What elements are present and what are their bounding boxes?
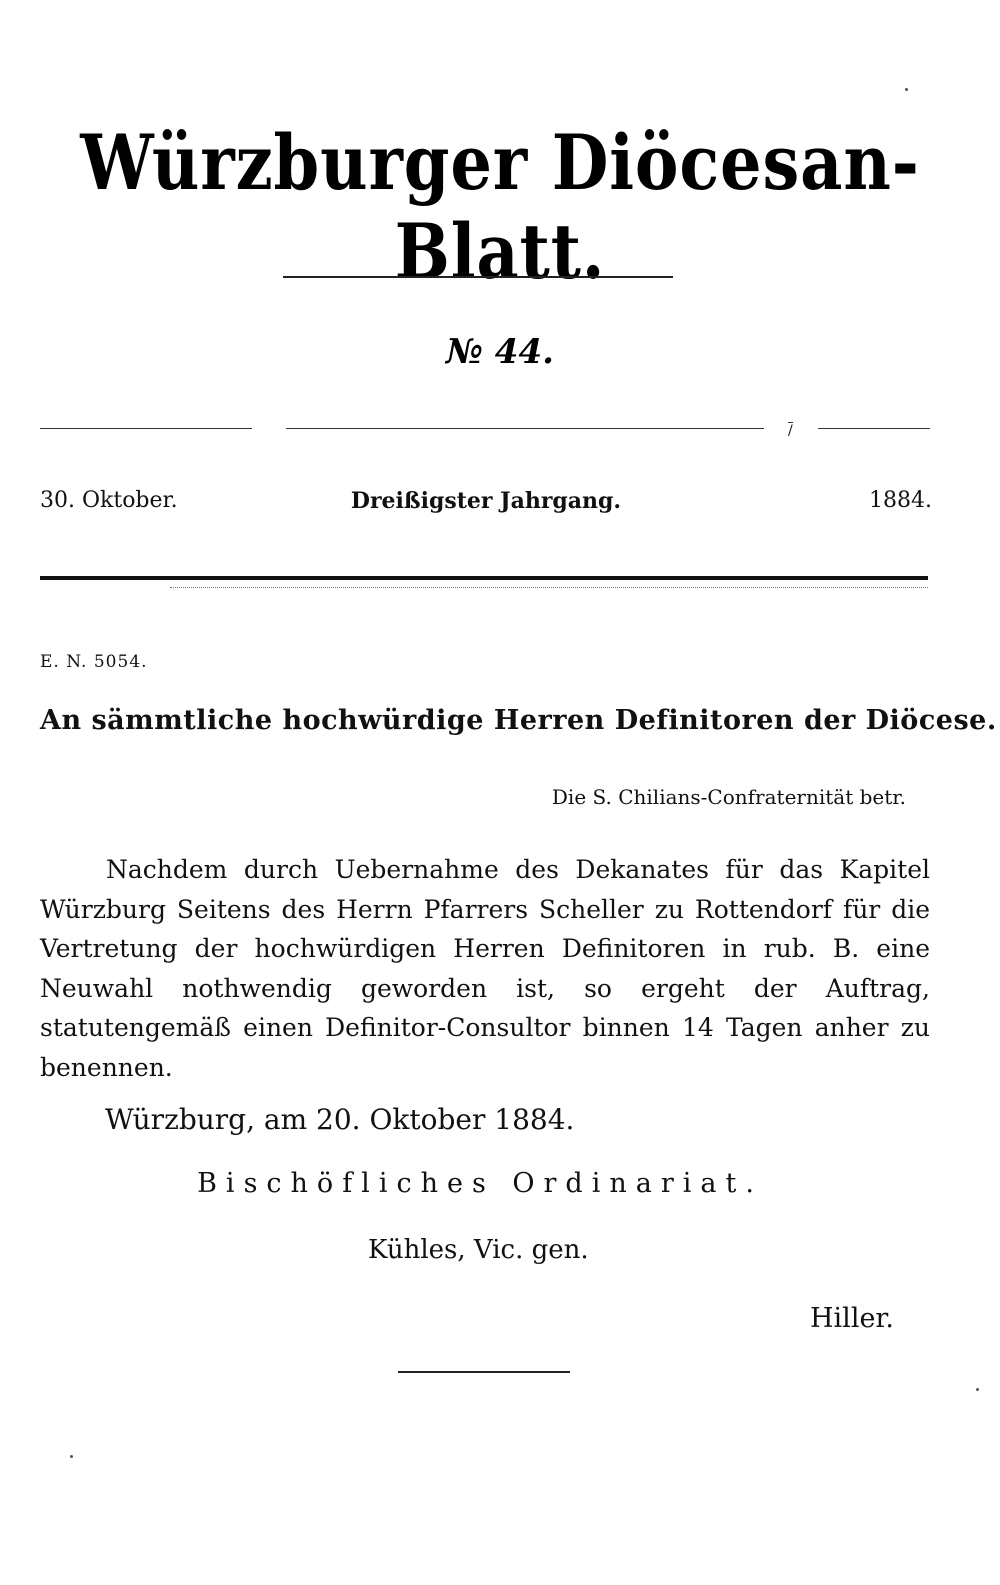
header-thin-rule <box>170 587 928 588</box>
volume-label: Dreißigster Jahrgang. <box>350 488 622 514</box>
scan-speck <box>70 1455 73 1458</box>
closing-rule <box>398 1371 570 1373</box>
issuing-office: Bischöfliches Ordinariat. <box>197 1168 763 1199</box>
signatory-vicar-general: Kühles, Vic. gen. <box>368 1235 589 1265</box>
masthead-title: Würzburger Diöcesan-Blatt. <box>80 118 920 296</box>
signatory-secretary: Hiller. <box>810 1303 894 1334</box>
notice-body: Nachdem durch Uebernahme des Dekanates für das Kapitel Würzburg Seitens des Herrn Pfarrers Scheller zu Rottendorf für die Vertretung der hochwürdigen Herren Definitoren in rub. B. eine Neuwahl nothwendig geworden ist, so ergeht der Auftrag, statutengemäß einen Definitor-Consultor binnen 14 Tagen anher zu benennen. <box>40 855 930 1082</box>
notice-subject: Die S. Chilians-Confraternität betr. <box>551 785 906 809</box>
header-thick-rule <box>40 576 928 580</box>
masthead-divider <box>283 276 673 278</box>
scan-speck <box>976 1388 979 1391</box>
scan-speck <box>905 88 908 91</box>
dateline <box>40 488 932 518</box>
notice-reference: E. N. 5054. <box>40 652 148 672</box>
notice-address: An sämmtliche hochwürdige Herren Definitoren der Diöcese. <box>40 705 997 736</box>
place-date: Würzburg, am 20. Oktober 1884. <box>105 1103 575 1136</box>
issue-date: 30. Oktober. <box>40 488 178 513</box>
issue-number: № 44. <box>446 332 554 372</box>
issue-year: 1884. <box>869 488 932 513</box>
